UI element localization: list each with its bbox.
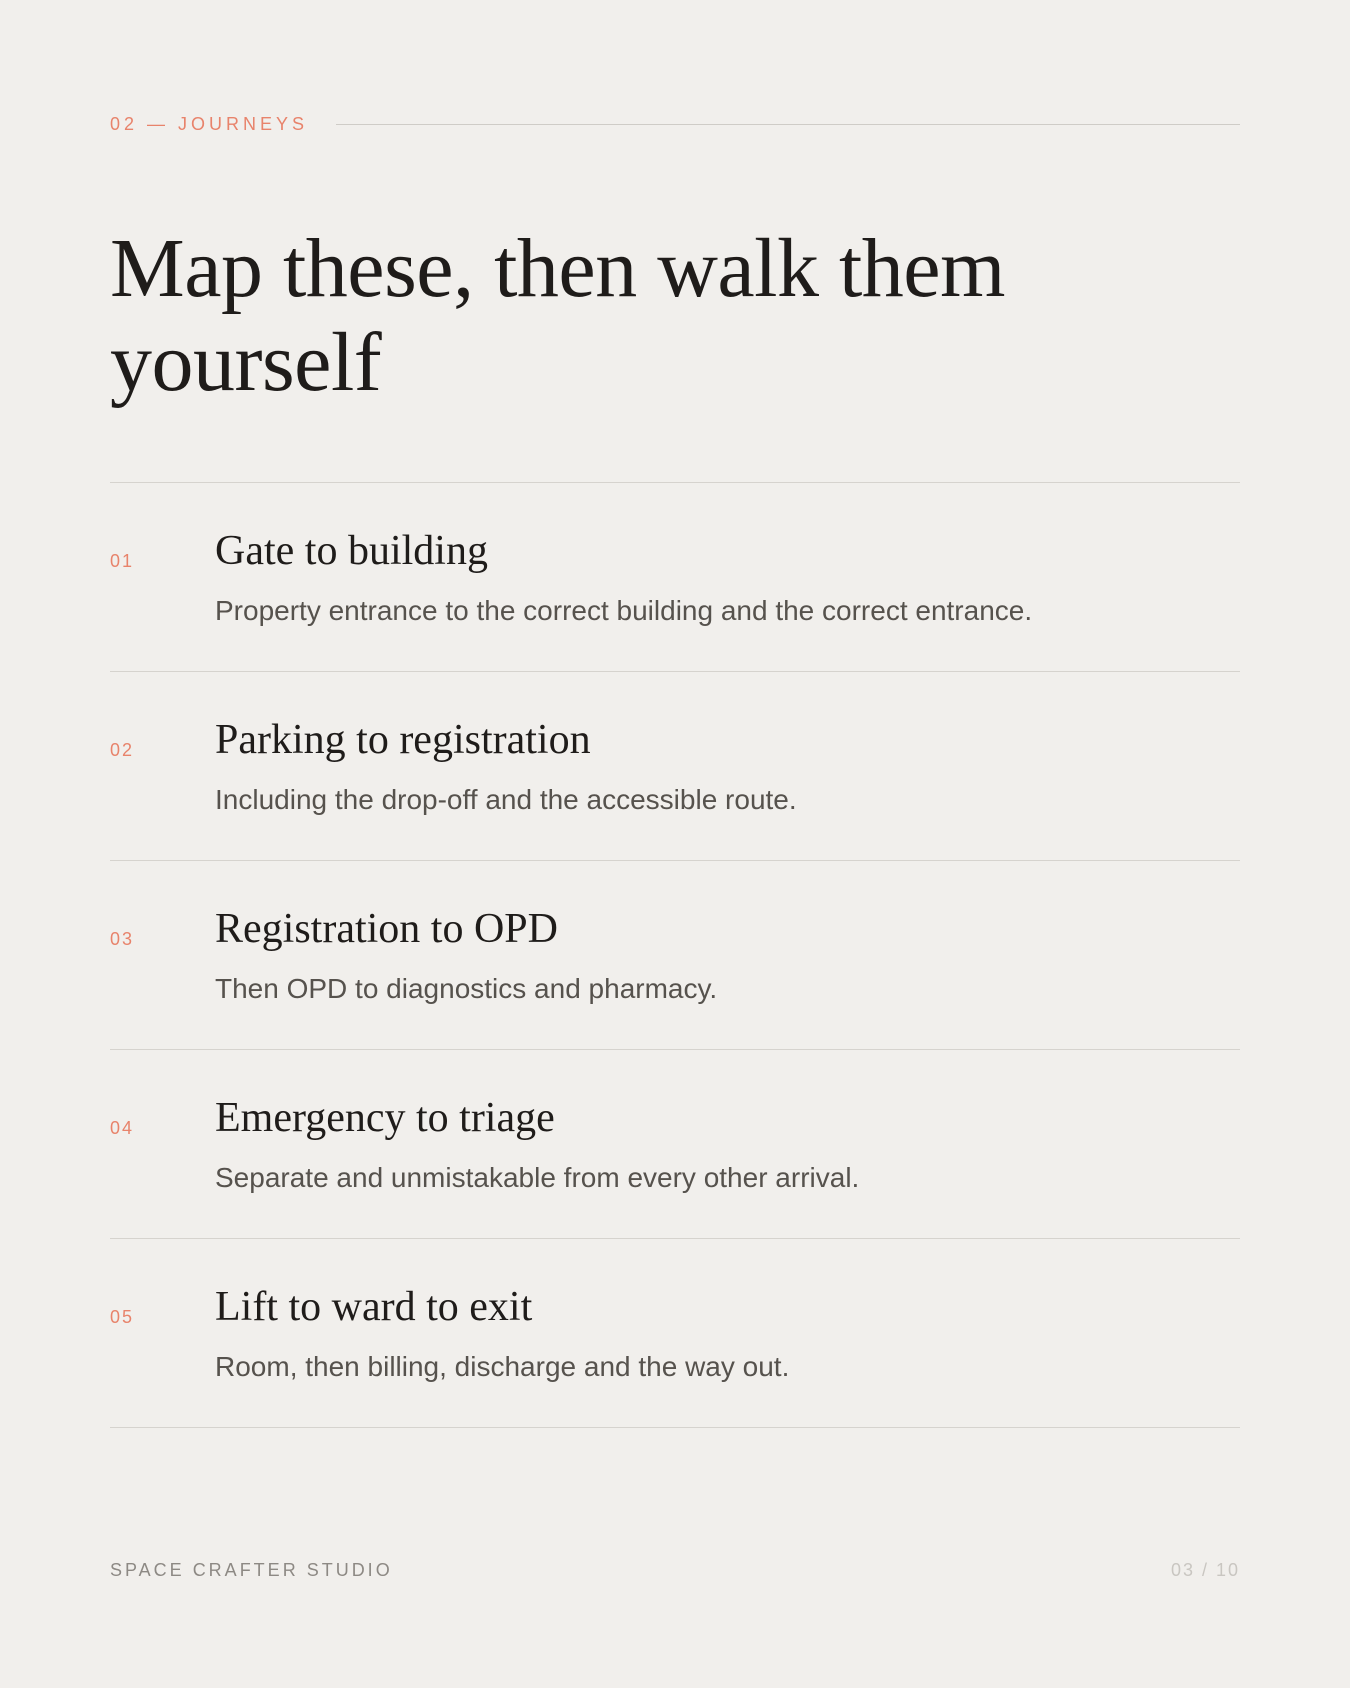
header-divider bbox=[336, 124, 1240, 125]
journey-item bbox=[110, 1239, 1240, 1428]
journey-list bbox=[110, 482, 1240, 1428]
journey-title: Lift to ward to exit bbox=[215, 1284, 533, 1330]
journey-title: Registration to OPD bbox=[215, 906, 558, 952]
journey-number: 01 bbox=[110, 551, 135, 571]
journey-title: Emergency to triage bbox=[215, 1095, 555, 1141]
studio-brand: SPACE CRAFTER STUDIO bbox=[110, 1560, 393, 1580]
journey-description: Including the drop-off and the accessible route. bbox=[215, 784, 797, 815]
page-title: Map these, then walk them yourself bbox=[110, 222, 1005, 409]
page-indicator: 03 / 10 bbox=[1170, 1560, 1240, 1580]
journey-number: 04 bbox=[110, 1118, 135, 1138]
section-eyebrow: 02 — JOURNEYS bbox=[110, 113, 309, 134]
journey-item bbox=[110, 672, 1240, 861]
slide-page bbox=[110, 0, 1240, 1688]
journey-item bbox=[110, 483, 1240, 672]
journey-description: Separate and unmistakable from every other arrival. bbox=[215, 1162, 860, 1193]
footer bbox=[110, 1560, 1240, 1581]
journey-title: Gate to building bbox=[215, 528, 488, 574]
journey-number: 03 bbox=[110, 929, 135, 949]
journey-item bbox=[110, 861, 1240, 1050]
journey-description: Room, then billing, discharge and the way out. bbox=[215, 1351, 790, 1382]
section-header bbox=[110, 112, 1240, 136]
journey-item bbox=[110, 1050, 1240, 1239]
journey-number: 02 bbox=[110, 740, 135, 760]
journey-title: Parking to registration bbox=[215, 717, 591, 763]
journey-number: 05 bbox=[110, 1307, 135, 1327]
journey-description: Property entrance to the correct building and the correct entrance. bbox=[215, 595, 1033, 626]
journey-description: Then OPD to diagnostics and pharmacy. bbox=[215, 973, 718, 1004]
